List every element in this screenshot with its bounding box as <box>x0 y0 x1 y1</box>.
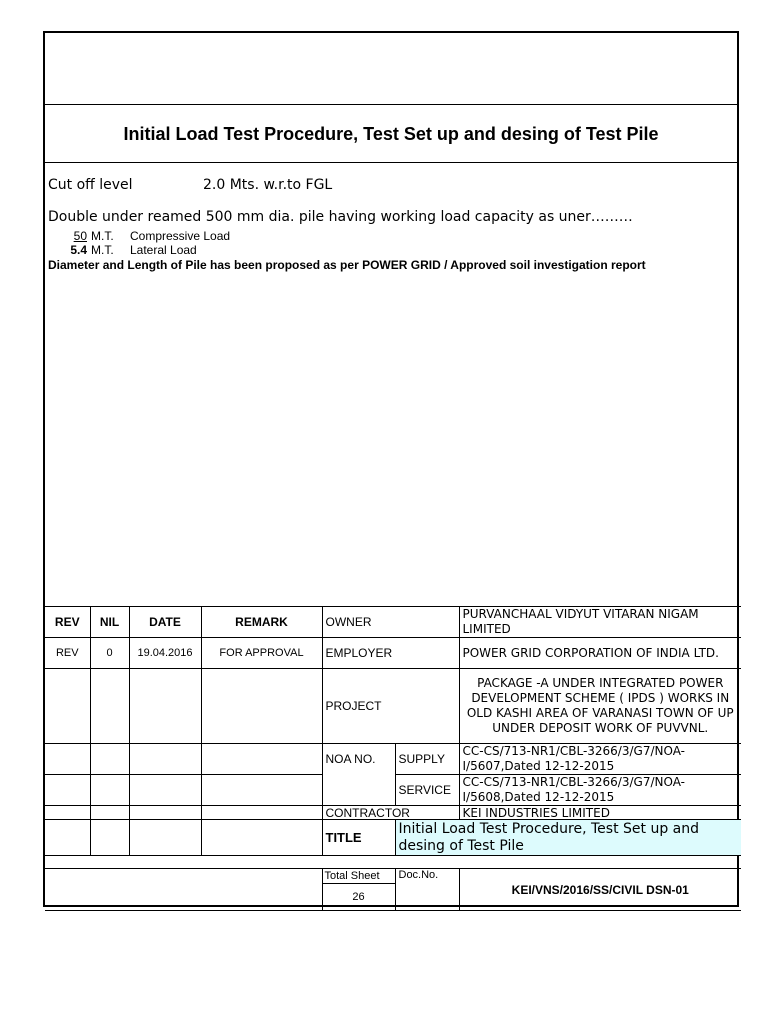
docno-value: KEI/VNS/2016/SS/CIVIL DSN-01 <box>459 869 741 911</box>
supply-label: SUPPLY <box>395 744 459 775</box>
total-sheet-cell <box>322 869 395 911</box>
rev-cell: REV <box>45 638 90 669</box>
load-type-lateral: Lateral Load <box>130 243 197 257</box>
date-cell: 19.04.2016 <box>129 638 201 669</box>
title-block-table <box>45 606 741 911</box>
nil-cell: 0 <box>90 638 129 669</box>
load-type-compressive: Compressive Load <box>130 229 231 243</box>
title-value: Initial Load Test Procedure, Test Set up and desing of Test Pile <box>395 820 741 856</box>
total-sheet-label: Total Sheet <box>323 870 395 884</box>
load-unit-compressive: M.T. <box>91 229 114 243</box>
contractor-label: CONTRACTOR <box>322 806 459 820</box>
owner-label: OWNER <box>322 607 459 638</box>
service-value: CC-CS/713-NR1/CBL-3266/3/G7/NOA-I/5608,Dated 12-12-2015 <box>459 775 741 806</box>
nil-header: NIL <box>90 607 129 638</box>
proposal-note: Diameter and Length of Pile has been proposed as per POWER GRID / Approved soil investigation report <box>48 258 646 272</box>
rev-header: REV <box>45 607 90 638</box>
document-sheet <box>43 31 739 907</box>
load-unit-lateral: M.T. <box>91 243 114 257</box>
title-divider <box>45 162 737 163</box>
supply-value: CC-CS/713-NR1/CBL-3266/3/G7/NOA-I/5607,Dated 12-12-2015 <box>459 744 741 775</box>
remark-cell: FOR APPROVAL <box>201 638 322 669</box>
total-sheet-value: 26 <box>352 890 365 903</box>
load-value-compressive: 50 <box>73 229 87 243</box>
cutoff-label: Cut off level <box>48 177 133 193</box>
employer-label: EMPLOYER <box>322 638 459 669</box>
date-header: DATE <box>129 607 201 638</box>
owner-value: PURVANCHAAL VIDYUT VITARAN NIGAM LIMITED <box>459 607 741 638</box>
pile-description: Double under reamed 500 mm dia. pile having working load capacity as uner……… <box>48 209 633 225</box>
project-label: PROJECT <box>322 669 459 744</box>
document-title: Initial Load Test Procedure, Test Set up and desing of Test Pile <box>123 123 659 144</box>
docno-label: Doc.No. <box>395 869 459 911</box>
load-value-lateral: 5.4 <box>70 243 87 257</box>
noa-label: NOA NO. <box>322 744 395 806</box>
service-label: SERVICE <box>395 775 459 806</box>
employer-value: POWER GRID CORPORATION OF INDIA LTD. <box>459 638 741 669</box>
remark-header: REMARK <box>201 607 322 638</box>
cutoff-value: 2.0 Mts. w.r.to FGL <box>203 177 333 193</box>
contractor-value: KEI INDUSTRIES LIMITED <box>459 806 741 820</box>
title-label: TITLE <box>322 820 395 856</box>
project-value: PACKAGE -A UNDER INTEGRATED POWER DEVELOPMENT SCHEME ( IPDS ) WORKS IN OLD KASHI AREA OF VARANASI TOWN OF UP UNDER DEPOSIT WORK OF PUVVNL. <box>459 669 741 744</box>
